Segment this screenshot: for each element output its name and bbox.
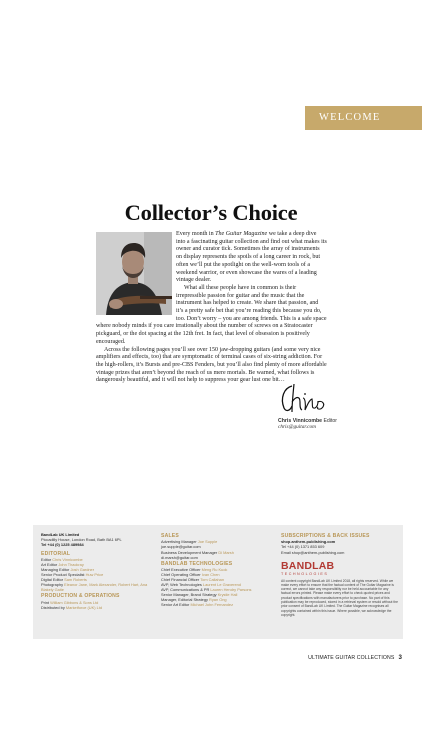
credit-line: Manager, Editorial Strategy Ryan Ong xyxy=(161,597,227,603)
intro-text xyxy=(96,231,327,385)
bandlab-logo: BANDLAB xyxy=(281,559,335,572)
page-number: 3 xyxy=(398,654,402,661)
page-title: Collector’s Choice xyxy=(124,200,298,225)
credit-line: AVP, Web Technologies Laurent Le Graverend xyxy=(161,582,241,588)
credit-line: Digital Editor Sam Roberts xyxy=(41,577,87,583)
intro-paragraph-1: Every month in The Guitar Magazine we take a deep dive into a fascinating guitar collection and find out what makes its owner and curator tick. Sometimes the array of instruments on display represents the spoils of a long career in rock, but often we’ll put the spotlight on the well-worn tools of a weekend warrior, or even showcase the wares of a leading vintage dealer. xyxy=(176,231,327,284)
editor-credit: Chris Vinnicombe Editor xyxy=(278,418,338,424)
credit-line: Chief Operating Officer Ivan Chen xyxy=(161,572,220,578)
credit-line: Senior Manager, Brand Strategy Krystle Hall xyxy=(161,592,238,598)
publication-name: ULTIMATE GUITAR COLLECTIONS xyxy=(308,655,395,661)
subscriptions-email[interactable]: Email shop@anthem-publishing.com xyxy=(281,549,345,555)
credit-line: Managing Editor Josh Gardner xyxy=(41,567,95,573)
bandlab-logo-subtitle: TECHNOLOGIES xyxy=(281,571,329,576)
subscriptions-tel: Tel +44 (0) 1371 853 609 xyxy=(281,544,325,550)
credit-line: Art Editor John Thackray xyxy=(41,562,84,568)
sales-heading: SALES xyxy=(161,533,179,539)
credit-line: Senior Art Editor Michael John Fernandez xyxy=(161,602,234,608)
intro-paragraph-2: What all these people have in common is their irrepressible passion for guitar and the music that the instrument has helped to create. We share that passion, and it’s a pretty safe bet that you’re reading this because you do, too. Don’t worry – you are among friends. This is a safe space where nobody minds if you care irrationally about the number of screws on a Stratocaster pickguard, or the dot spacing at the 12th fret. In fact, that level of obsession is positively encouraged. xyxy=(96,284,327,345)
credit-line: Chief Financial Officer Tom Callahan xyxy=(161,577,225,583)
credit-line: AVP, Communications & PR Lauren Hendry Parsons xyxy=(161,587,252,593)
subscriptions-site[interactable]: shop.anthem-publishing.com xyxy=(281,539,336,545)
credit-line: Business Development Manager Di Marsh xyxy=(161,549,234,555)
credit-line: Distributed by Marketforce (UK) Ltd xyxy=(41,604,102,610)
company-tel: Tel +44 (0) 1225 489984 xyxy=(41,542,84,548)
company-name: BandLab UK Limited xyxy=(41,532,80,537)
bandlab-heading: BANDLAB TECHNOLOGIES xyxy=(161,560,233,567)
page-footer xyxy=(308,654,402,661)
credit-line: Print William Gibbons & Sons Ltd xyxy=(41,599,99,605)
credits-column-1 xyxy=(41,532,159,610)
credit-line: di.marsh@guitar.com xyxy=(161,554,198,560)
credit-line: Senior Product Specialist Huw Price xyxy=(41,572,104,578)
credit-line: Advertising Manager Joe Supple xyxy=(161,539,218,545)
credits-column-3 xyxy=(281,532,399,617)
editor-email: chris@guitar.com xyxy=(278,424,316,430)
credit-line: joe.supple@guitar.com xyxy=(161,544,201,550)
subscriptions-heading: SUBSCRIPTIONS & BACK ISSUES xyxy=(281,533,370,539)
magazine-name: The Guitar Magazine xyxy=(215,231,268,237)
editorial-heading: EDITORIAL xyxy=(41,550,71,557)
credits-panel xyxy=(33,525,403,639)
production-heading: PRODUCTION & OPERATIONS xyxy=(41,593,120,600)
credit-line: Chief Executive Officer Meng Ru Kuok xyxy=(161,567,228,572)
section-tab: WELCOME xyxy=(305,106,422,130)
credit-line: Editor Chris Vinnicombe xyxy=(41,557,83,563)
credits-column-2 xyxy=(161,532,277,607)
credit-line: Photography Eleanor Jane, Mark Alexander, Robert Hart, Ana Blakely Gaite xyxy=(41,582,148,593)
editor-signature xyxy=(278,382,328,416)
company-address: Piccadilly House, London Road, Bath BA1 6PL xyxy=(41,537,122,543)
intro-paragraph-3: Across the following pages you’ll see over 150 jaw-dropping guitars (and some very nice amplifiers and effects, too) that are symptomatic of terminal cases of six-string addiction. For the high-rollers, it’s Bursts and pre-CBS Fenders, but you’ll also find plenty of more affordable vintage prizes that aren’t beyond the reach of us mere mortals. Be warned, what follows is dangerously beautiful, and it will not help to suppress your gear lust one bit… xyxy=(96,346,327,384)
legal-notice: All content copyright BandLab UK Limited 2018, all rights reserved. While we make every effort to ensure that the factual content of The Guitar Magazine is correct, we cannot take any responsibility nor be held accountable for any factual errors printed. Please make every effort to check quoted prices and product specifications with manufacturers prior to purchase. No part of this publication may be reproduced, stored in a retrieval system or resold without the prior consent of BandLab UK Limited. The Guitar Magazine recognises all copyrights contained within this issue. Where possible, we acknowledge the copyright. xyxy=(281,578,398,617)
